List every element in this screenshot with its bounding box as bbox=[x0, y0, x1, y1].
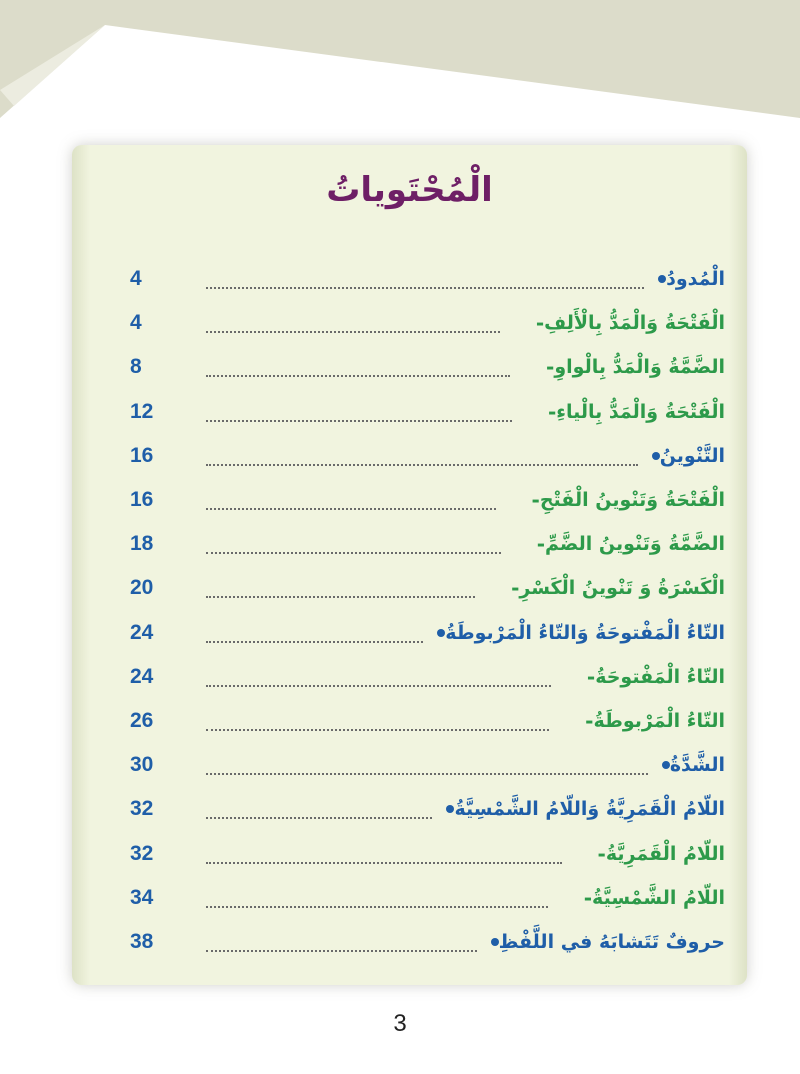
toc-entry[interactable] bbox=[94, 434, 725, 478]
toc-entry-heading bbox=[518, 399, 725, 425]
bullet-icon bbox=[491, 938, 499, 946]
corner-decoration bbox=[0, 0, 800, 130]
toc-sub-entry-label: الْفَتْحَةُ وَالْمَدُّ بِالْأَلِفِ bbox=[544, 312, 725, 335]
bullet-icon bbox=[652, 452, 660, 460]
toc-entry[interactable] bbox=[94, 522, 725, 566]
dash-icon: - bbox=[597, 841, 606, 866]
toc-page-number: 4 bbox=[130, 267, 142, 291]
toc-entry-heading bbox=[483, 929, 725, 955]
toc-sub-entry-label: الْفَتْحَةُ وَتَنْوينُ الْفَتْحِ bbox=[539, 489, 725, 512]
toc-entry-heading bbox=[481, 575, 725, 601]
toc-entry-heading bbox=[507, 531, 725, 557]
toc-page-number: 12 bbox=[130, 399, 154, 423]
dash-icon: - bbox=[531, 488, 540, 513]
dash-icon: - bbox=[536, 532, 546, 557]
toc-entry-heading bbox=[557, 664, 725, 690]
toc-entry[interactable] bbox=[94, 301, 725, 345]
toc-title: الْمُحْتَوياتُ bbox=[326, 170, 493, 210]
toc-sub-entry-label: الْكَسْرَةُ وَ تَنْوينُ الْكَسْرِ bbox=[519, 577, 725, 600]
toc-entry[interactable] bbox=[94, 390, 725, 434]
bullet-icon bbox=[437, 629, 445, 637]
toc-main-entry-label: التّاءُ الْمَفْتوحَةُ وَالتّاءُ الْمَرْبوطَةُ bbox=[445, 621, 725, 644]
toc-page-number: 18 bbox=[130, 532, 154, 556]
dotted-leader bbox=[206, 685, 551, 687]
dotted-leader bbox=[206, 420, 512, 422]
dotted-leader bbox=[206, 464, 638, 466]
dotted-leader bbox=[206, 729, 549, 731]
corner-decoration-band bbox=[0, 0, 800, 118]
toc-main-entry-label: التَّنْوينُ bbox=[659, 444, 725, 467]
toc-entry[interactable] bbox=[94, 787, 725, 831]
toc-page-number: 16 bbox=[130, 443, 154, 467]
toc-entry-heading bbox=[644, 443, 725, 469]
toc-entry-heading bbox=[438, 796, 725, 822]
toc-entry[interactable] bbox=[94, 743, 725, 787]
toc-entry-heading bbox=[506, 310, 725, 336]
toc-list bbox=[94, 257, 725, 964]
toc-entry[interactable] bbox=[94, 345, 725, 389]
dotted-leader bbox=[206, 331, 500, 333]
dotted-leader bbox=[206, 773, 648, 775]
dotted-leader bbox=[206, 641, 423, 643]
toc-page-number: 24 bbox=[130, 620, 154, 644]
toc-page-number: 8 bbox=[130, 355, 142, 379]
toc-entry[interactable] bbox=[94, 566, 725, 610]
footer-page-number: 3 bbox=[393, 1010, 407, 1037]
toc-entry-heading bbox=[568, 841, 725, 867]
dotted-leader bbox=[206, 552, 501, 554]
toc-entry-heading bbox=[516, 354, 725, 380]
toc-entry-heading bbox=[502, 487, 725, 513]
toc-main-entry-label: الشَّدَّةُ bbox=[669, 754, 725, 777]
dash-icon: - bbox=[586, 664, 596, 689]
toc-sub-entry-label: التّاءُ الْمَرْبوطَةُ bbox=[593, 709, 725, 732]
toc-sub-entry-label: التّاءُ الْمَفْتوحَةُ bbox=[595, 665, 725, 688]
toc-page-number: 32 bbox=[130, 841, 154, 865]
toc-entry[interactable] bbox=[94, 478, 725, 522]
toc-page-number: 20 bbox=[130, 576, 154, 600]
dash-icon: - bbox=[585, 708, 594, 733]
toc-page-number: 34 bbox=[130, 885, 154, 909]
toc-entry-heading bbox=[555, 708, 725, 734]
toc-sub-entry-label: الضَّمَّةُ وَتَنْوينُ الضَّمِّ bbox=[545, 533, 725, 556]
toc-main-entry-label: اللّامُ الْقَمَرِيَّةُ وَاللّامُ الشَّمْسِيَّةُ bbox=[454, 798, 725, 821]
toc-page-number: 32 bbox=[130, 797, 154, 821]
toc-entry[interactable] bbox=[94, 876, 725, 920]
bullet-icon bbox=[662, 761, 670, 769]
toc-sub-entry-label: الْفَتْحَةُ وَالْمَدُّ بِالْياءِ bbox=[556, 400, 725, 423]
dotted-leader bbox=[206, 906, 548, 908]
dotted-leader bbox=[206, 817, 432, 819]
toc-page-number: 16 bbox=[130, 488, 154, 512]
toc-sub-entry-label: الضَّمَّةُ وَالْمَدُّ بِالْواوِ bbox=[554, 356, 725, 379]
bullet-icon bbox=[658, 275, 666, 283]
dotted-leader bbox=[206, 950, 477, 952]
dotted-leader bbox=[206, 375, 510, 377]
toc-page-number: 38 bbox=[130, 929, 154, 953]
toc-entry[interactable] bbox=[94, 699, 725, 743]
toc-entry[interactable] bbox=[94, 257, 725, 301]
toc-page-number: 24 bbox=[130, 664, 154, 688]
toc-entry-heading bbox=[650, 266, 725, 292]
dotted-leader bbox=[206, 596, 475, 598]
toc-sub-entry-label: اللّامُ الْقَمَرِيَّةُ bbox=[605, 842, 725, 865]
toc-main-entry-label: حروفٌ تَتَشابَهُ في اللَّفْظِ bbox=[498, 930, 725, 953]
dotted-leader bbox=[206, 508, 496, 510]
toc-page-number: 26 bbox=[130, 708, 154, 732]
toc-page-number: 4 bbox=[130, 311, 142, 335]
toc-entry[interactable] bbox=[94, 655, 725, 699]
dotted-leader bbox=[206, 862, 562, 864]
dash-icon: - bbox=[511, 576, 520, 601]
toc-main-entry-label: الْمُدودُ bbox=[666, 268, 725, 291]
toc-entry[interactable] bbox=[94, 611, 725, 655]
toc-page-number: 30 bbox=[130, 753, 154, 777]
bullet-icon bbox=[446, 805, 454, 813]
toc-entry[interactable] bbox=[94, 831, 725, 875]
toc-sub-entry-label: اللّامُ الشَّمْسِيَّةُ bbox=[592, 886, 725, 909]
dash-icon: - bbox=[547, 399, 557, 424]
table-of-contents-panel bbox=[72, 145, 747, 985]
dash-icon: - bbox=[546, 355, 555, 380]
toc-entry-heading bbox=[429, 620, 725, 646]
dotted-leader bbox=[206, 287, 644, 289]
dash-icon: - bbox=[583, 885, 593, 910]
toc-entry-heading bbox=[654, 752, 725, 778]
dash-icon: - bbox=[535, 311, 545, 336]
toc-entry[interactable] bbox=[94, 920, 725, 964]
toc-entry-heading bbox=[554, 885, 725, 911]
